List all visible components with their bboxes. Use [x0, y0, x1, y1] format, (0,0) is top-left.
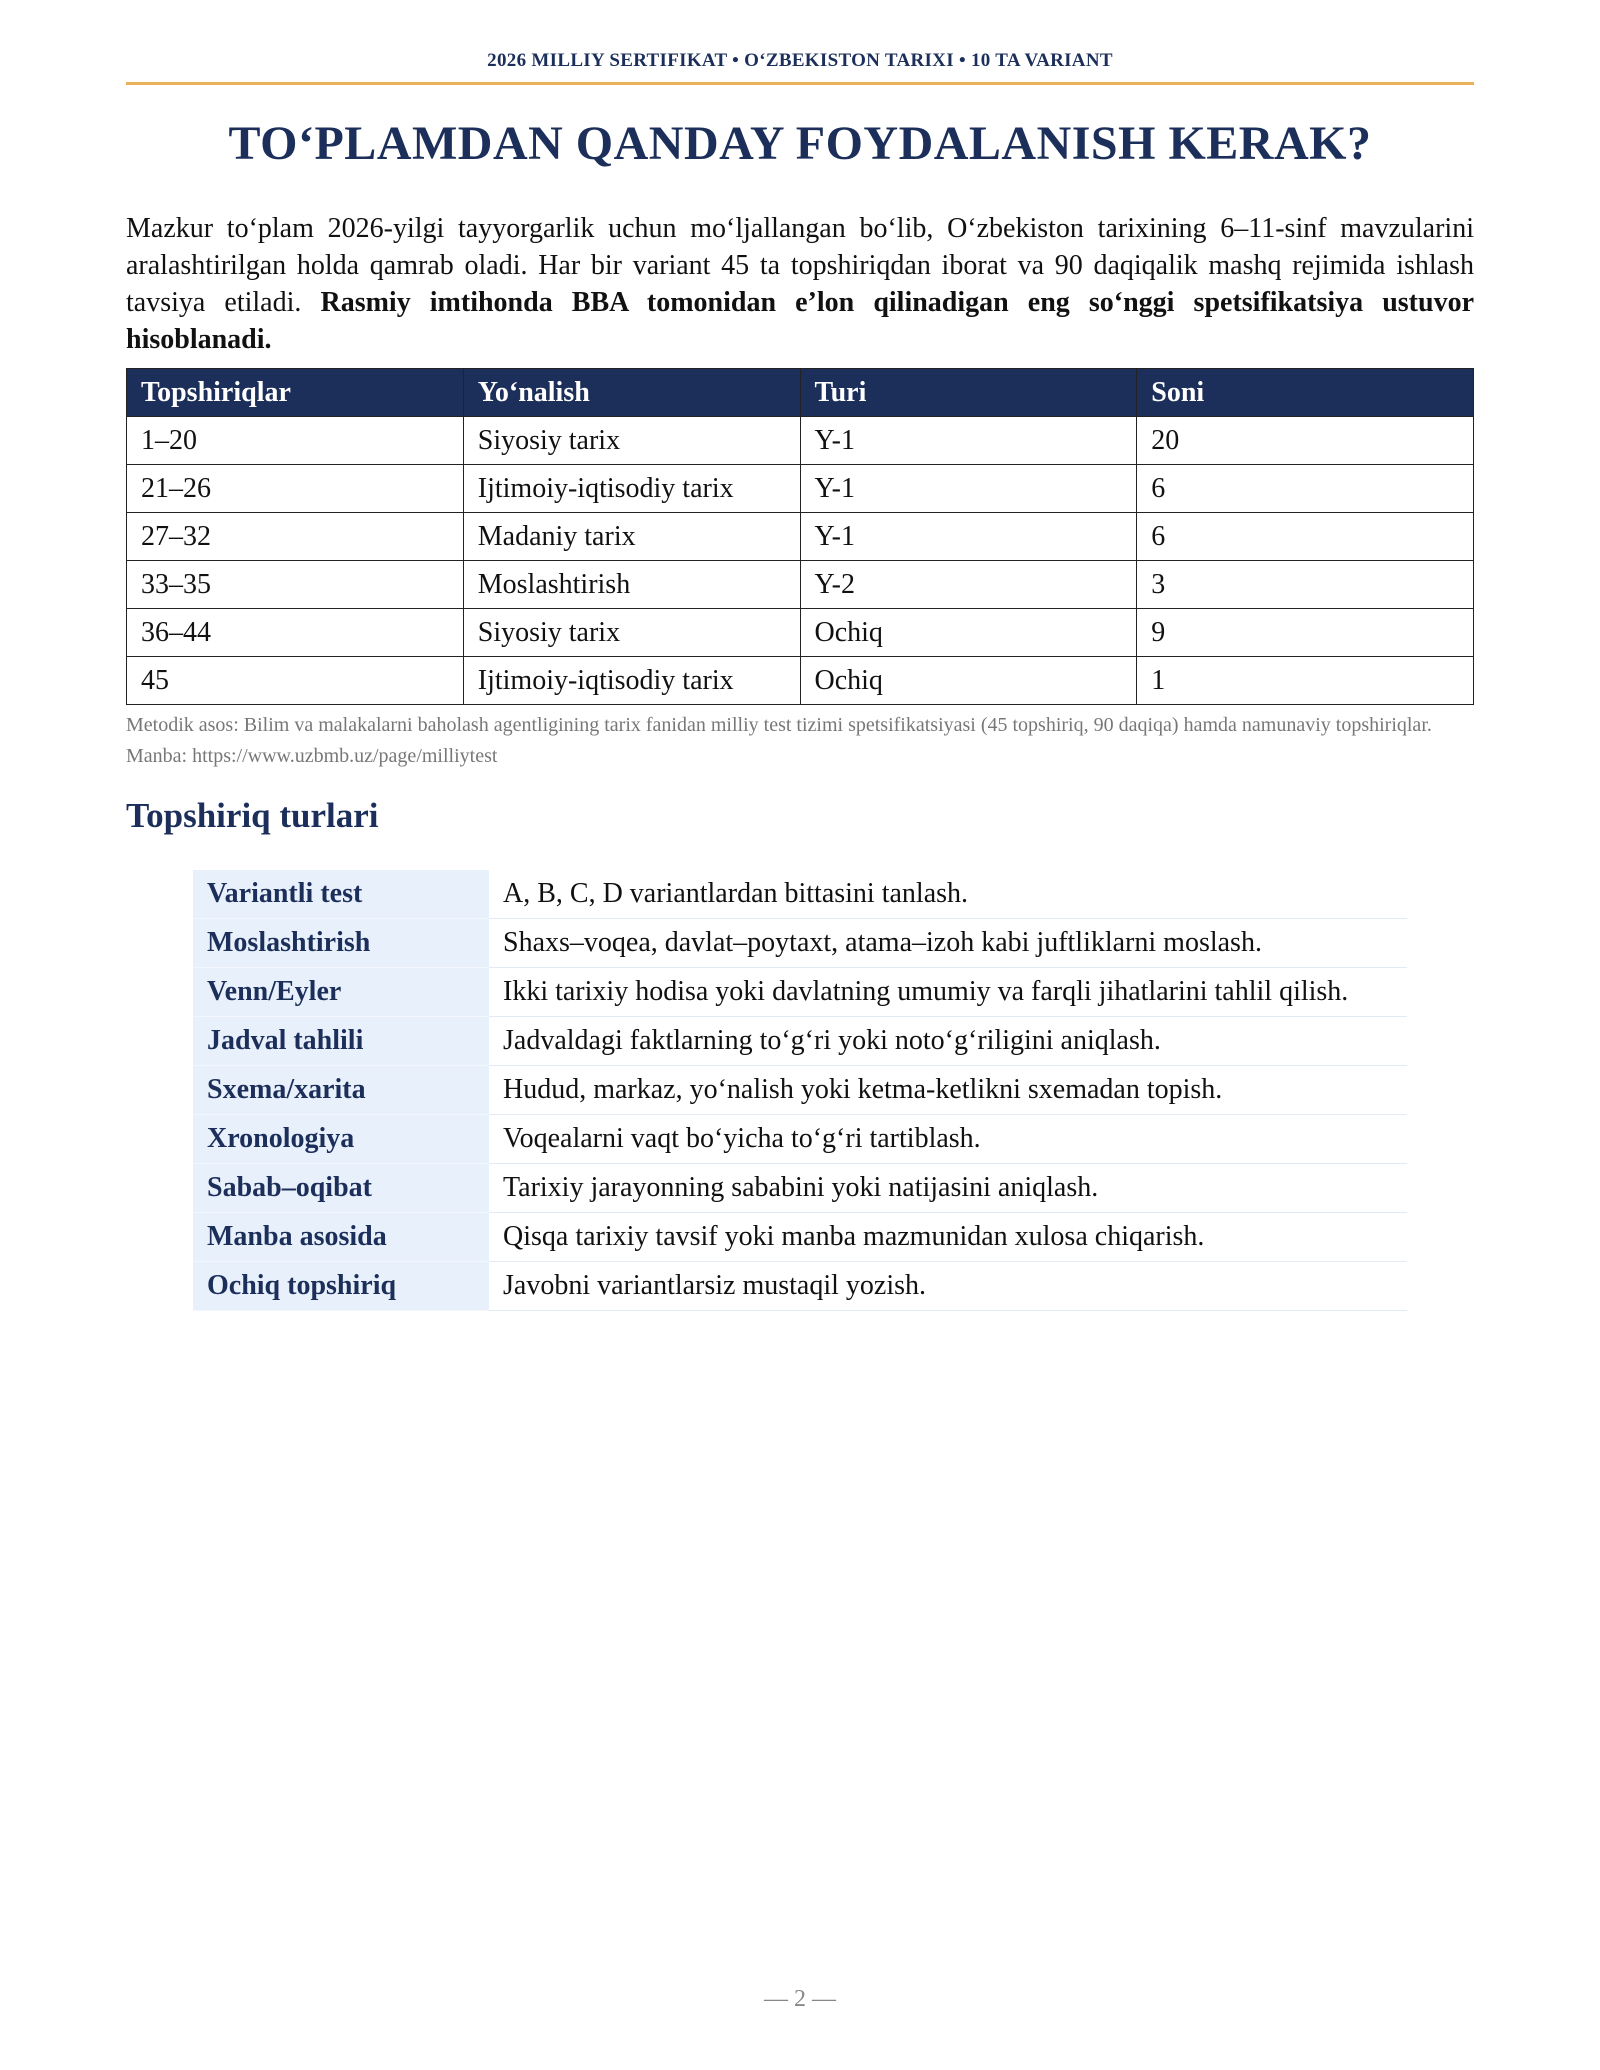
task-type-term: Manba asosida [193, 1213, 489, 1262]
table-cell: 33–35 [127, 561, 464, 609]
task-type-description: Hudud, markaz, yo‘nalish yoki ketma-ketlikni sxemadan topish. [489, 1066, 1407, 1115]
column-header: Turi [800, 369, 1137, 417]
table-cell: 3 [1137, 561, 1474, 609]
task-type-row [193, 870, 1407, 919]
page-title: TO‘PLAMDAN QANDAY FOYDALANISH KERAK? [228, 117, 1372, 170]
table-cell: 45 [127, 657, 464, 705]
task-type-description: Shaxs–voqea, davlat–poytaxt, atama–izoh kabi juftliklarni moslash. [489, 919, 1407, 968]
table-cell: 1 [1137, 657, 1474, 705]
table-cell: 27–32 [127, 513, 464, 561]
task-type-description: Javobni variantlarsiz mustaqil yozish. [489, 1262, 1407, 1311]
table-row [127, 609, 1474, 657]
column-header: Topshiriqlar [127, 369, 464, 417]
column-header: Yo‘nalish [463, 369, 800, 417]
task-types-table [193, 870, 1407, 1311]
table-cell: Moslashtirish [463, 561, 800, 609]
table-cell: Y-1 [800, 465, 1137, 513]
table-cell: Y-1 [800, 417, 1137, 465]
table-cell: Siyosiy tarix [463, 609, 800, 657]
table-cell: Y-1 [800, 513, 1137, 561]
task-type-term: Jadval tahlili [193, 1017, 489, 1066]
task-type-description: Qisqa tarixiy tavsif yoki manba mazmunidan xulosa chiqarish. [489, 1213, 1407, 1262]
task-type-row [193, 968, 1407, 1017]
table-cell: Ijtimoiy-iqtisodiy tarix [463, 465, 800, 513]
table-row [127, 465, 1474, 513]
table-cell: Ijtimoiy-iqtisodiy tarix [463, 657, 800, 705]
column-header: Soni [1137, 369, 1474, 417]
task-type-row [193, 1164, 1407, 1213]
header-rule [126, 82, 1474, 85]
task-distribution-table [126, 368, 1474, 705]
task-type-term: Moslashtirish [193, 919, 489, 968]
table-cell: 21–26 [127, 465, 464, 513]
table-cell: 36–44 [127, 609, 464, 657]
intro-bold-note: Rasmiy imtihonda BBA tomonidan e’lon qilinadigan eng so‘nggi spetsifikatsiya ustuvor hisoblanadi. [126, 287, 1474, 355]
task-type-term: Variantli test [193, 870, 489, 919]
running-header: 2026 MILLIY SERTIFIKAT • O‘ZBEKISTON TARIXI • 10 TA VARIANT [487, 50, 1113, 71]
table-row [127, 561, 1474, 609]
task-type-description: Jadvaldagi faktlarning to‘g‘ri yoki noto‘g‘riligini aniqlash. [489, 1017, 1407, 1066]
task-type-row [193, 1262, 1407, 1311]
table-cell: 1–20 [127, 417, 464, 465]
task-type-term: Sxema/xarita [193, 1066, 489, 1115]
section-heading: Topshiriq turlari [126, 796, 379, 835]
source-note: Metodik asos: Bilim va malakalarni baholash agentligining tarix fanidan milliy test tizimi spetsifikatsiyasi (45 topshiriq, 90 daqiqa) hamda namunaviy topshiriqlar. Manba: https://www.uzbmb.uz/page/milliytest [126, 714, 1432, 767]
task-type-description: Tarixiy jarayonning sababini yoki natijasini aniqlash. [489, 1164, 1407, 1213]
table-cell: Madaniy tarix [463, 513, 800, 561]
task-type-term: Sabab–oqibat [193, 1164, 489, 1213]
task-type-description: Ikki tarixiy hodisa yoki davlatning umumiy va farqli jihatlarini tahlil qilish. [489, 968, 1407, 1017]
task-type-term: Ochiq topshiriq [193, 1262, 489, 1311]
table-header-row [127, 369, 1474, 417]
intro-paragraph [126, 210, 1474, 358]
table-cell: 6 [1137, 465, 1474, 513]
table-cell: 20 [1137, 417, 1474, 465]
table-cell: 6 [1137, 513, 1474, 561]
task-type-row [193, 1066, 1407, 1115]
page-number: — 2 — [764, 1986, 836, 2012]
task-type-row [193, 919, 1407, 968]
table-cell: Ochiq [800, 609, 1137, 657]
table-cell: Siyosiy tarix [463, 417, 800, 465]
task-type-term: Venn/Eyler [193, 968, 489, 1017]
table-cell: Ochiq [800, 657, 1137, 705]
task-type-row [193, 1115, 1407, 1164]
task-type-term: Xronologiya [193, 1115, 489, 1164]
table-cell: Y-2 [800, 561, 1137, 609]
table-cell: 9 [1137, 609, 1474, 657]
task-type-row [193, 1213, 1407, 1262]
table-row [127, 513, 1474, 561]
table-row [127, 417, 1474, 465]
intro-text: Mazkur to‘plam 2026-yilgi tayyorgarlik uchun mo‘ljallangan bo‘lib, O‘zbekiston tarixining 6–11-sinf mavzularini aralashtirilgan holda qamrab oladi. Har bir variant 45 ta topshiriqdan iborat va 90 daqiqalik mashq rejimida ishlash tavsiya etiladi. [126, 213, 1474, 318]
task-type-description: A, B, C, D variantlardan bittasini tanlash. [489, 870, 1407, 919]
task-type-description: Voqealarni vaqt bo‘yicha to‘g‘ri tartiblash. [489, 1115, 1407, 1164]
task-type-row [193, 1017, 1407, 1066]
table-row [127, 657, 1474, 705]
